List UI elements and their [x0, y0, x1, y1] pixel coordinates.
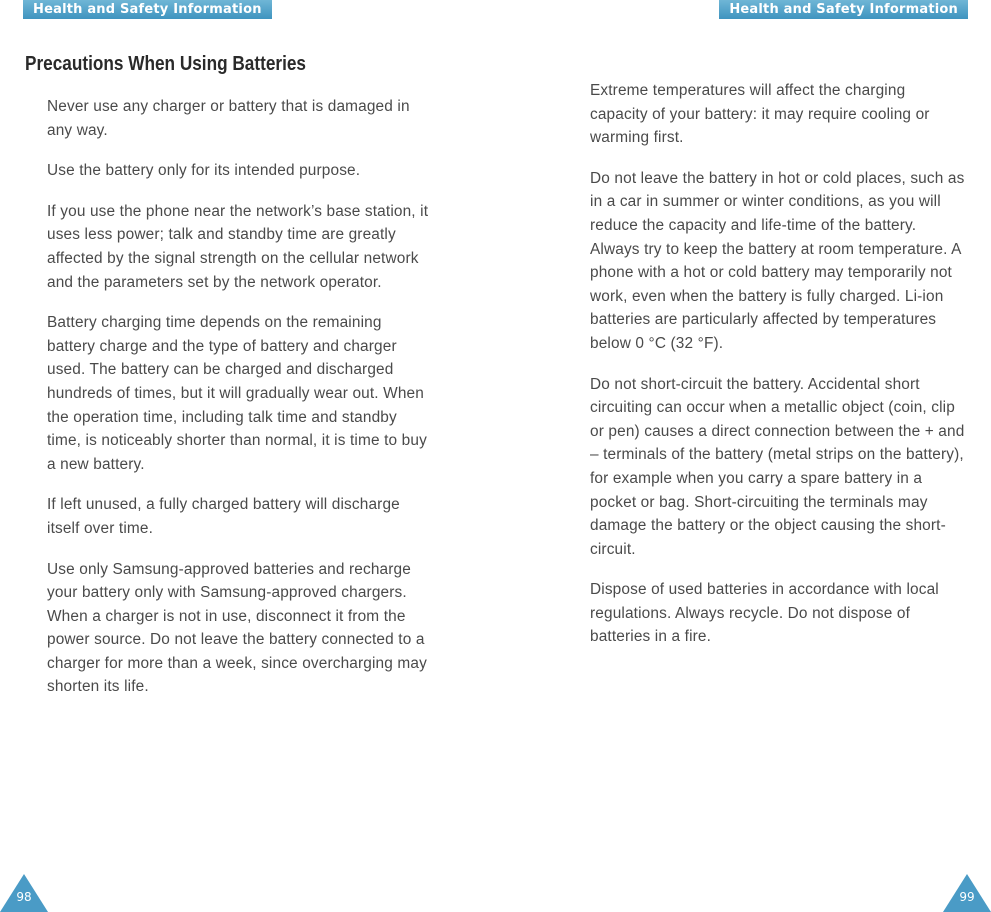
paragraph-approved-batteries: Use only Samsung-approved batteries and recharge your battery only with Samsung-approved chargers. When a charger is not in use, disconnect it from the power source. Do not leave the battery connected to a charger for more than a week, since overcharging may shorten its life.	[47, 560, 427, 696]
page-heading: Precautions When Using Batteries	[25, 53, 307, 75]
paragraph-intended-purpose: Use the battery only for its intended purpose.	[47, 162, 361, 180]
paragraph-self-discharge: If left unused, a fully charged battery will discharge itself over time.	[47, 496, 400, 537]
right-column	[590, 79, 965, 666]
section-tab-left: Health and Safety Information	[23, 0, 272, 19]
paragraph-damaged-charger: Never use any charger or battery that is damaged in any way.	[47, 98, 410, 139]
left-column	[47, 95, 432, 716]
page-number-left: 98	[16, 890, 32, 904]
right-page	[496, 0, 991, 912]
paragraph-base-station: If you use the phone near the network’s base station, it uses less power; talk and standby time are greatly affected by the signal strength on the cellular network and the parameters set by the network operator.	[47, 202, 429, 291]
paragraph-charging-time: Battery charging time depends on the remaining battery charge and the type of battery and charger used. The battery can be charged and discharged hundreds of times, but it will gradually wear out. When the operation time, including talk time and standby time, is noticeably shorter than normal, it is time to buy a new battery.	[47, 314, 427, 473]
paragraph-extreme-temperatures: Extreme temperatures will affect the charging capacity of your battery: it may require cooling or warming first.	[590, 82, 930, 147]
paragraph-dispose: Dispose of used batteries in accordance with local regulations. Always recycle. Do not dispose of batteries in a fire.	[590, 581, 939, 646]
paragraph-hot-cold-places: Do not leave the battery in hot or cold places, such as in a car in summer or winter conditions, as you will reduce the capacity and life-time of the battery. Always try to keep the battery at room temperature. A phone with a hot or cold battery may temporarily not work, even when the battery is fully charged. Li-ion batteries are particularly affected by temperatures below 0 °C (32 °F).	[590, 169, 965, 352]
section-tab-right: Health and Safety Information	[719, 0, 968, 19]
left-page	[0, 0, 495, 912]
page-number-right: 99	[959, 890, 975, 904]
paragraph-short-circuit: Do not short-circuit the battery. Accidental short circuiting can occur when a metallic object (coin, clip or pen) causes a direct connection between the + and – terminals of the battery (metal strips on the battery), for example when you carry a spare battery in a pocket or bag. Short-circuiting the terminals may damage the battery or the object causing the short-circuit.	[590, 375, 965, 558]
